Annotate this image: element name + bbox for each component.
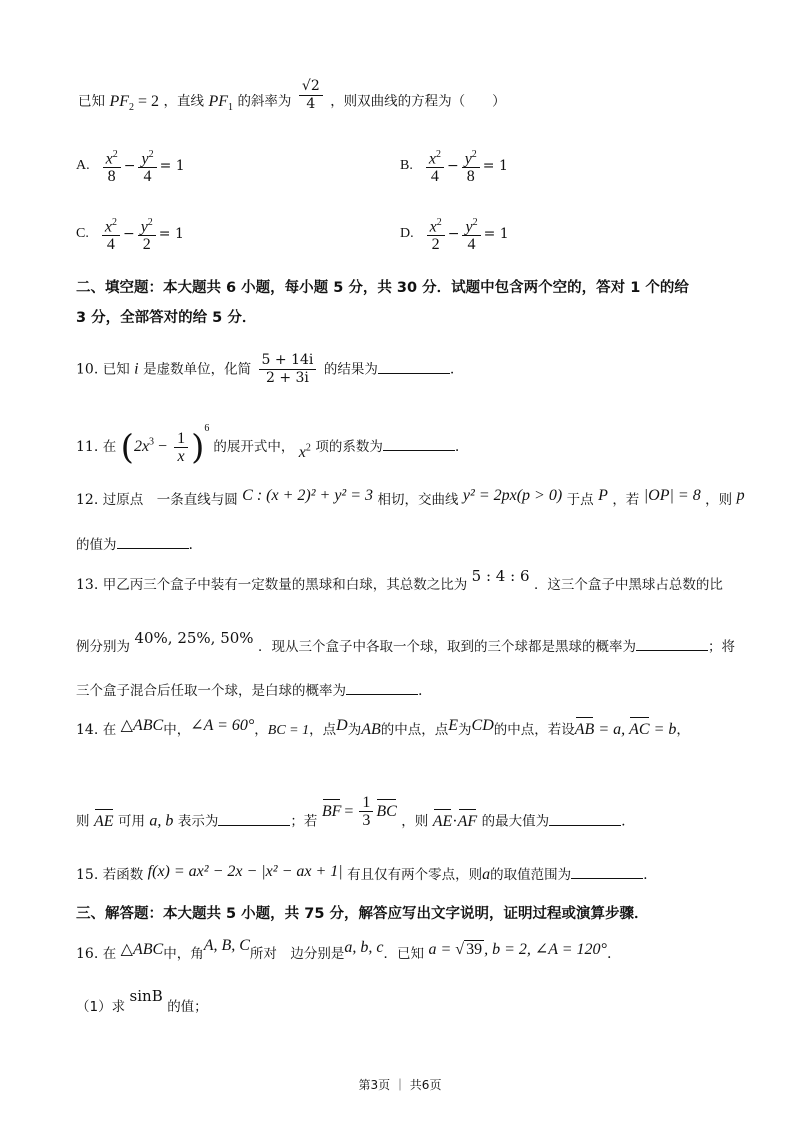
option-label: A. (76, 157, 90, 173)
binomial-expr: ($2x^3$ − $\frac{1}{x}$ )$^6$ (120, 422, 210, 468)
question-11: 11. 在 ($2x^3$ − $\frac{1}{x}$ )$^6$ 的展开式中， $x^2$ 项的系数为 . (76, 422, 460, 468)
option-label: B. (400, 157, 413, 173)
option-label: D. (400, 225, 414, 241)
equals-one: = 1 (482, 157, 508, 174)
q10-fraction: $\frac{5 + 14i}{2 + 3i}$ (259, 352, 317, 387)
y-fraction: $\frac{y^2}{2}$ (138, 214, 156, 253)
answer-blank[interactable] (218, 811, 290, 826)
option-label: C. (76, 225, 89, 241)
question-13: 13. 甲乙丙三个盒子中装有一定数量的黑球和白球，其总数之比为 5 : 4 : 6 ．这三个盒子中黑球占总数的比 (76, 567, 723, 593)
page-footer: 第3页 ｜ 共6页 (358, 1078, 442, 1092)
x-fraction: $\frac{x^2}{4}$ (426, 146, 444, 185)
text: ，直线 (163, 93, 204, 110)
answer-blank[interactable] (549, 811, 621, 826)
question-12: 12. 过原点 一条直线与圆 C : (x + 2)² + y² = 3 相切，交曲线 y² = 2px(p > 0) 于点 P ，若 |OP| = 8 ，则 p (76, 487, 745, 508)
y-fraction: $\frac{y^2}{4}$ (462, 214, 480, 253)
question-14: 14. 在 △ABC中，∠A = 60°，BC = 1，点D为AB的中点，点E为CD的中点，若设AB = a, AC = b， (76, 717, 690, 738)
question-15: 15. 若函数 f(x) = ax² − 2x − |x² − ax + 1| 有且仅有两个零点，则a的取值范围为 . (76, 863, 648, 883)
question-12-cont: 的值为 . (76, 534, 193, 555)
slope-fraction: $\frac{√2}{4}$ (299, 78, 323, 113)
text: 已知 (78, 93, 105, 110)
equals-one: = 1 (159, 157, 185, 174)
x-fraction: $\frac{x^2}{2}$ (427, 214, 445, 253)
x-fraction: $\frac{x^2}{4}$ (102, 214, 120, 253)
answer-blank[interactable] (636, 636, 708, 651)
equals-one: = 1 (483, 225, 509, 242)
answer-blank[interactable] (378, 359, 450, 374)
pf1-expr: $PF_1$ (208, 92, 233, 113)
pf2-expr: $PF_2 = 2$ (109, 92, 160, 113)
section-2-heading: 二、填空题：本大题共 6 小题，每小题 5 分，共 30 分．试题中包含两个空的，答对 1 个的给 (76, 280, 689, 296)
y-fraction: $\frac{y^2}{8}$ (462, 146, 480, 185)
section-2-heading-cont: 3 分，全部答对的给 5 分． (76, 310, 257, 326)
answer-blank[interactable] (346, 680, 418, 695)
text: 的斜率为 (237, 93, 292, 110)
q9-stem (78, 78, 506, 119)
equals-one: = 1 (158, 225, 184, 242)
question-13-cont2: 三个盒子混合后任取一个球，是白球的概率为 . (76, 680, 422, 701)
answer-blank[interactable] (571, 864, 643, 879)
y-fraction: $\frac{y^2}{4}$ (138, 146, 156, 185)
option-c[interactable]: C. $\frac{x^2}{4}$ − $\frac{y^2}{2}$ = 1 (76, 214, 184, 253)
x-fraction: $\frac{x^2}{8}$ (103, 146, 121, 185)
answer-blank[interactable] (117, 534, 189, 549)
option-a[interactable]: A. $\frac{x^2}{8}$ − $\frac{y^2}{4}$ = 1 (76, 146, 185, 185)
question-13-cont: 例分别为 40%, 25%, 50% ．现从三个盒子中各取一个球，取到的三个球都是黑球的概率为 ；将 (76, 629, 735, 655)
question-16-part-1: （1）求 sinB 的值； (76, 987, 208, 1015)
text: ，则双曲线的方程为（ ） (330, 93, 506, 110)
option-b[interactable]: B. $\frac{x^2}{4}$ − $\frac{y^2}{8}$ = 1 (400, 146, 508, 185)
option-d[interactable]: D. $\frac{x^2}{2}$ − $\frac{y^2}{4}$ = 1 (400, 214, 509, 253)
answer-blank[interactable] (383, 436, 455, 451)
question-10: 10. 已知 i 是虚数单位，化简 $\frac{5 + 14i}{2 + 3i}$ 的结果为 . (76, 352, 455, 386)
section-3-heading: 三、解答题：本大题共 5 小题，共 75 分，解答应写出文字说明，证明过程或演算步骤． (76, 906, 649, 922)
question-14-cont: 则 AE 可用 a, b 表示为 ；若 BF = $\frac{1}{3}$ BC ，则 AE·AF 的最大值为 . (76, 794, 626, 830)
question-16: 16. 在 △ABC中，角A, B, C所对 边分别是a, b, c．已知 a = √ 39 , b = 2, ∠A = 120°. (76, 937, 612, 962)
